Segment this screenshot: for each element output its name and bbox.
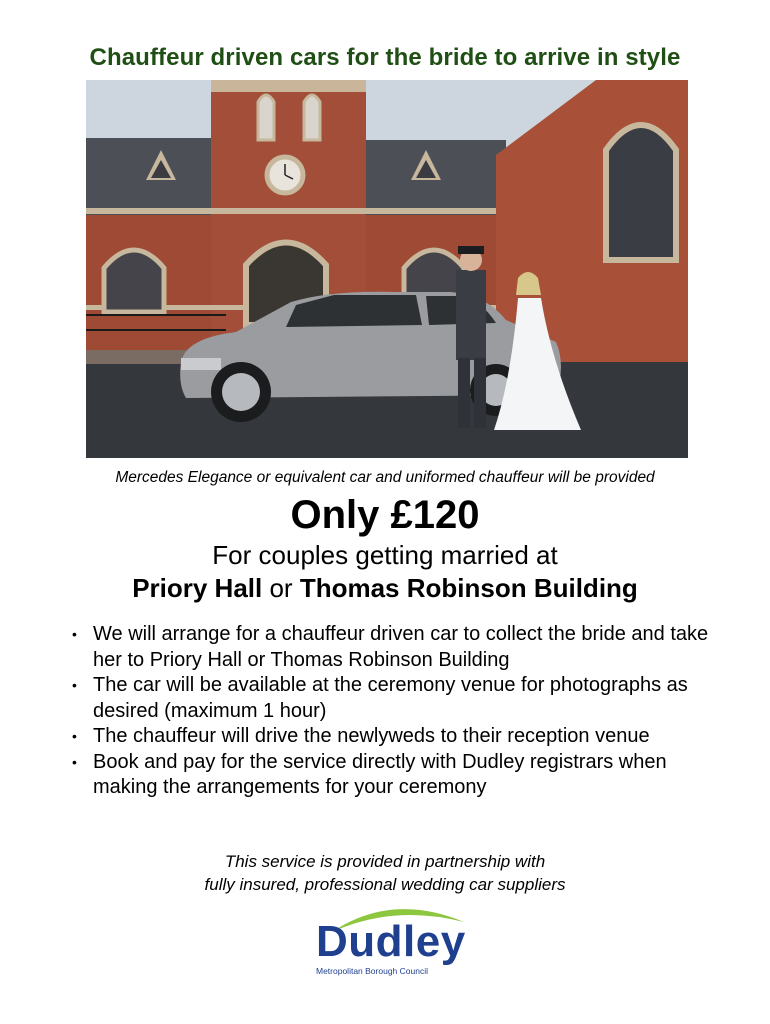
venue-connector: or (262, 573, 300, 603)
subheading-line1: For couples getting married at (212, 540, 558, 570)
bullet-marker: • (72, 626, 77, 642)
service-bullet-list (72, 622, 732, 801)
bullet-marker: • (72, 753, 77, 770)
bullet-text: The chauffeur will drive the newlyweds to their reception venue (93, 725, 650, 747)
subheading-venues (0, 573, 770, 604)
logo-subtitle: Metropolitan Borough Council (316, 966, 428, 976)
bullet-item (72, 622, 732, 673)
wedding-car-photo (86, 80, 688, 458)
bullet-text: Book and pay for the service directly with Dudley registrars when making the arrangements for your ceremony (93, 750, 667, 798)
bullet-item (72, 724, 732, 750)
price: Only £120 (290, 493, 480, 537)
headline: Chauffeur driven cars for the bride to arrive in style (89, 44, 681, 71)
dudley-logo (312, 898, 472, 978)
bullet-text: The car will be available at the ceremony venue for photographs as desired (maximum 1 hour) (93, 674, 688, 722)
partnership-line1: This service is provided in partnership with (224, 852, 546, 871)
venue-thomas-robinson: Thomas Robinson Building (299, 573, 638, 603)
photo-caption: Mercedes Elegance or equivalent car and uniformed chauffeur will be provided (115, 469, 655, 486)
venue-priory-hall: Priory Hall (132, 573, 263, 603)
bullet-marker: • (72, 677, 77, 693)
bullet-text: We will arrange for a chauffeur driven car to collect the bride and take her to Priory Hall or Thomas Robinson Building (93, 623, 709, 671)
logo-wordmark: Dudley (316, 917, 466, 966)
partnership-note (0, 850, 770, 896)
bullet-item (72, 750, 732, 801)
partnership-line2: fully insured, professional wedding car suppliers (204, 875, 566, 894)
bullet-marker: • (72, 728, 77, 744)
bullet-item (72, 673, 732, 724)
